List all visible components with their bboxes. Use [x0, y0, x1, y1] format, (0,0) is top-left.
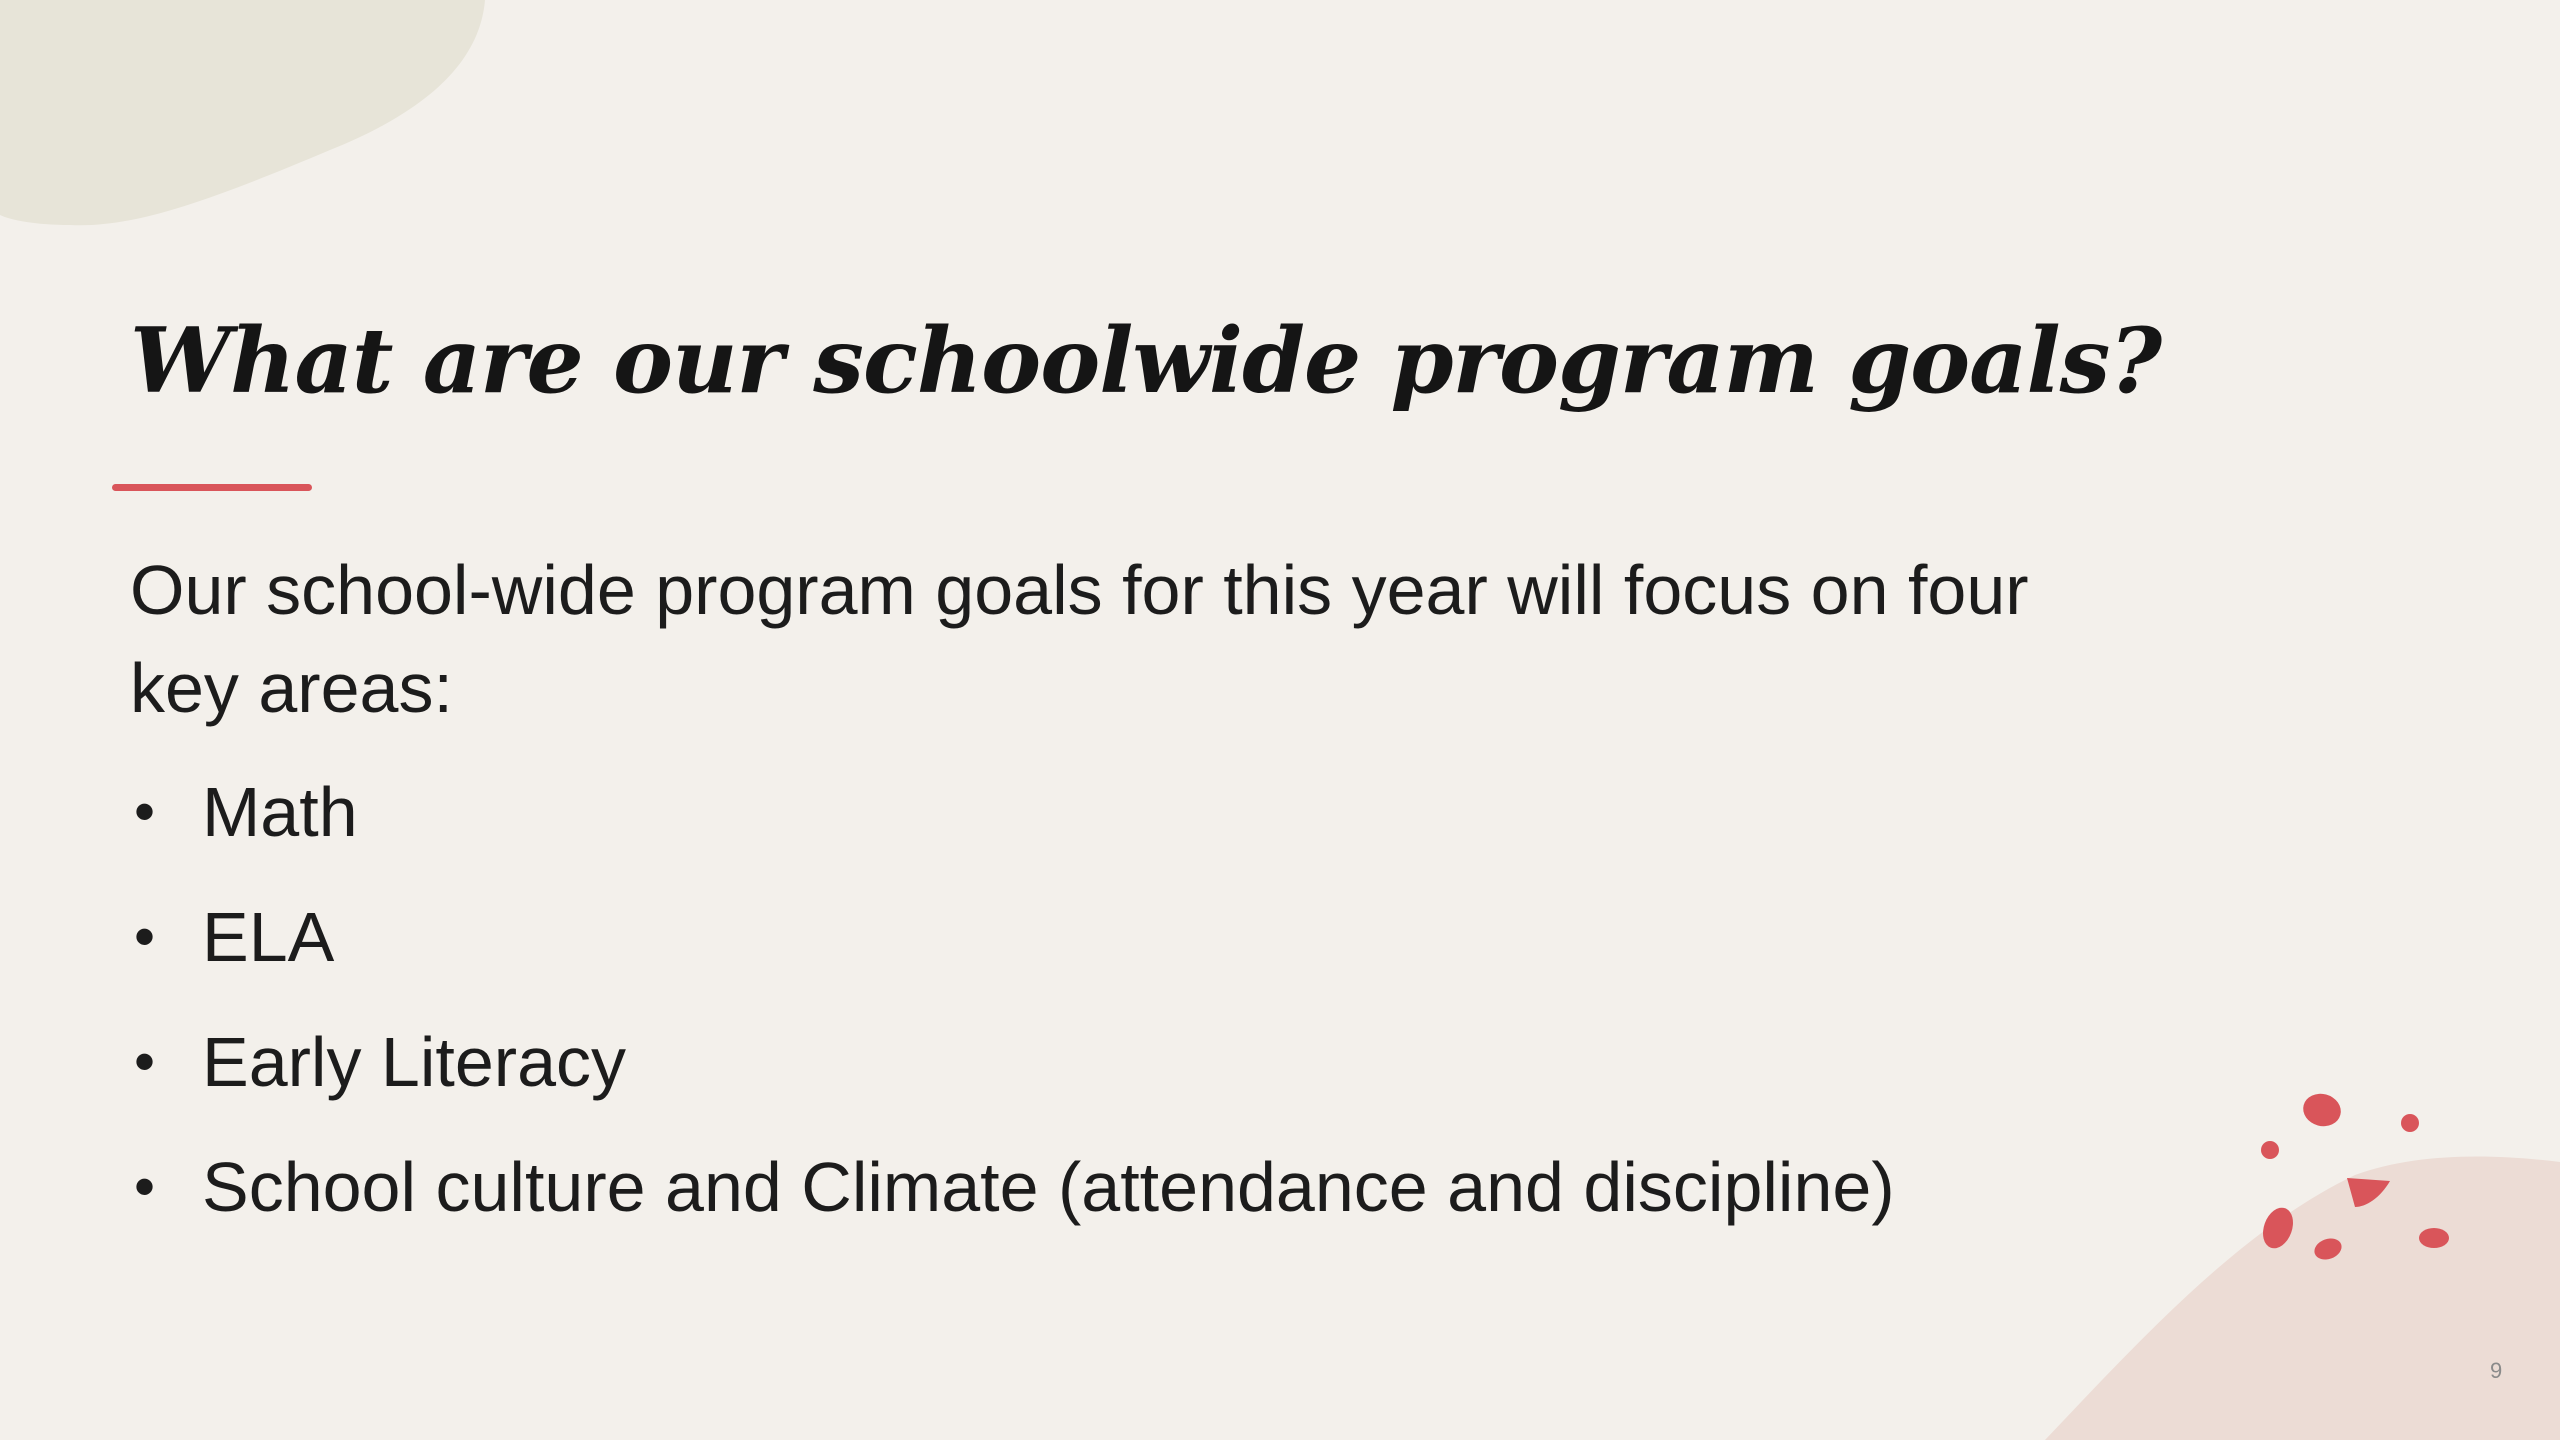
page-number: 9	[2490, 1358, 2503, 1383]
confetti-dot	[2261, 1141, 2279, 1159]
goal-item-ela	[130, 887, 1895, 1012]
goal-label: Math	[202, 773, 358, 851]
bullet-icon: •	[134, 1153, 156, 1220]
goal-label: ELA	[202, 898, 335, 976]
title-underline	[112, 484, 312, 491]
confetti-dot	[2300, 1090, 2345, 1131]
goal-item-math	[130, 762, 1895, 887]
bullet-icon: •	[134, 903, 156, 970]
goal-item-early-literacy	[130, 1012, 1895, 1137]
goal-label: School culture and Climate (attendance and discipline)	[202, 1148, 1895, 1226]
top-left-blob	[0, 0, 485, 225]
confetti-dot	[2401, 1114, 2419, 1132]
goal-list	[130, 762, 1895, 1262]
goal-item-school-culture	[130, 1137, 1895, 1262]
bullet-icon: •	[134, 1028, 156, 1095]
bullet-icon: •	[134, 778, 156, 845]
goal-label: Early Literacy	[202, 1023, 627, 1101]
confetti-dot	[2419, 1228, 2449, 1248]
bottom-right-blob	[2045, 1156, 2560, 1440]
slide-title: What are our schoolwide program goals?	[130, 308, 2162, 414]
intro-paragraph: Our school-wide program goals for this year will focus on four key areas:	[130, 551, 2029, 727]
